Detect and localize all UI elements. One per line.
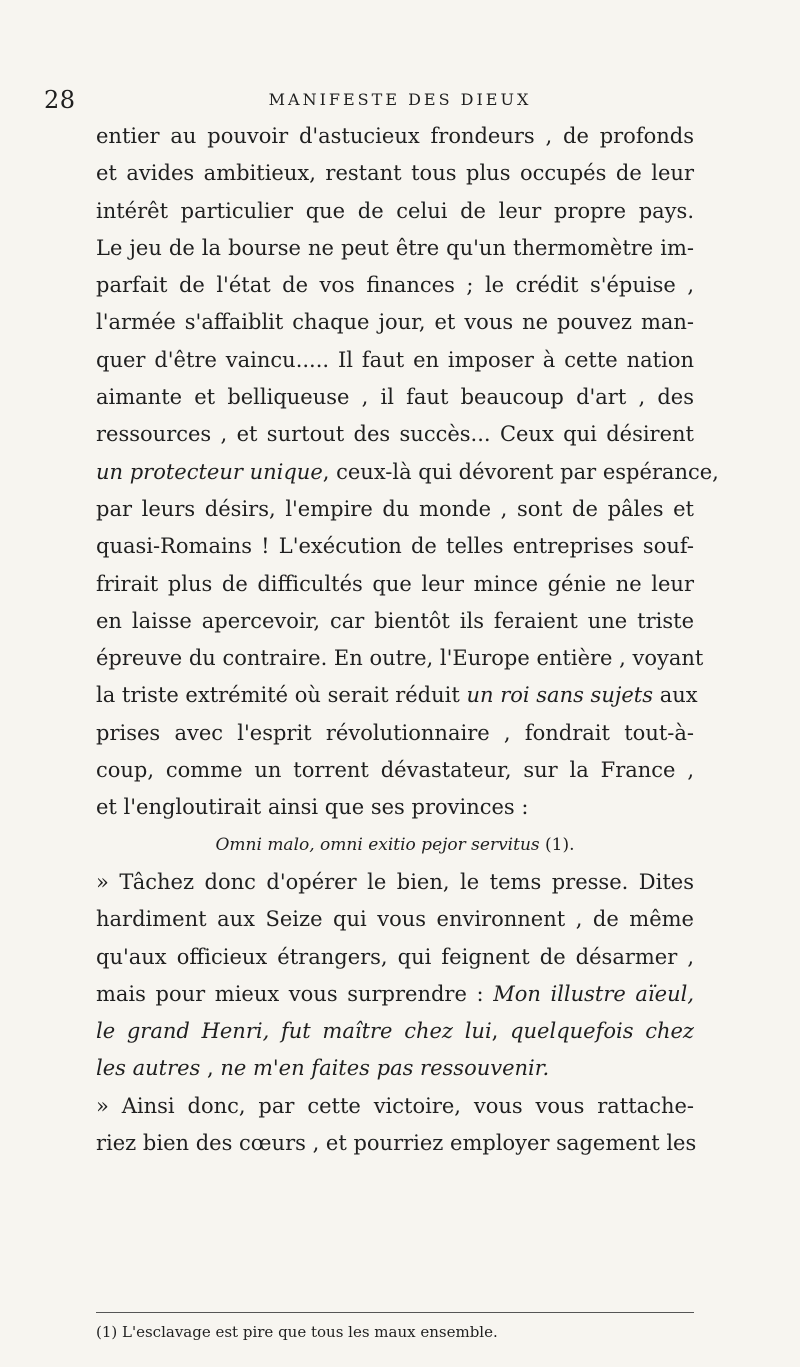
text-line: en laisse apercevoir, car bientôt ils feraient une triste xyxy=(96,608,694,633)
text-line: l'armée s'affaiblit chaque jour, et vous ne pouvez man- xyxy=(96,310,694,335)
text-line: » Ainsi donc, par cette victoire, vous vous rattache- xyxy=(96,1093,694,1118)
italic-phrase: ne m'en faites pas ressouvenir. xyxy=(220,1056,550,1081)
italic-phrase: les autres xyxy=(96,1056,201,1081)
text-line: prises avec l'esprit révolutionnaire , fondrait tout-à- xyxy=(96,720,694,745)
italic-phrase: un protecteur unique xyxy=(96,459,323,484)
body-text xyxy=(96,118,719,1162)
italic-phrase: Mon illustre aïeul, xyxy=(493,981,694,1006)
page-number: 28 xyxy=(44,86,76,114)
text-line xyxy=(96,976,694,1013)
quote-text: Omni malo, omni exitio pejor servitus xyxy=(215,834,540,855)
text-span: , xyxy=(200,1056,221,1081)
text-line: par leurs désirs, l'empire du monde , sont de pâles et xyxy=(96,496,694,521)
text-line xyxy=(96,1050,694,1087)
text-line: intérêt particulier que de celui de leur propre pays. xyxy=(96,198,694,223)
text-span: la triste extrémité où serait réduit xyxy=(96,683,467,708)
text-span: , ceux-là qui dévorent par espérance, xyxy=(322,459,719,484)
text-line: qu'aux officieux étrangers, qui feignent de désarmer , xyxy=(96,944,694,969)
text-line: et l'engloutirait ainsi que ses provinces : xyxy=(96,795,529,820)
footnote-ref: (1). xyxy=(545,834,575,855)
text-line: parfait de l'état de vos finances ; le crédit s'épuise , xyxy=(96,273,694,298)
footnote-divider xyxy=(96,1312,694,1313)
text-line: et avides ambitieux, restant tous plus occupés de leur xyxy=(96,161,694,186)
italic-phrase: un roi sans sujets xyxy=(466,683,654,708)
text-line: quasi-Romains ! L'exécution de telles entreprises souf- xyxy=(96,534,694,559)
italic-phrase: quelquefois chez xyxy=(510,1019,694,1044)
text-line: ressources , et surtout des succès... Ceux qui désirent xyxy=(96,422,694,447)
text-span: mais pour mieux vous surprendre : xyxy=(96,981,494,1006)
text-line: aimante et belliqueuse , il faut beaucoup d'art , des xyxy=(96,385,694,410)
text-line: entier au pouvoir d'astucieux frondeurs , de profonds xyxy=(96,124,694,148)
text-line: coup, comme un torrent dévastateur, sur la France , xyxy=(96,758,694,783)
text-line: épreuve du contraire. En outre, l'Europe entière , voyant xyxy=(96,646,704,671)
text-span: , xyxy=(491,1019,511,1044)
text-span: aux xyxy=(653,683,698,708)
text-line: hardiment aux Seize qui vous environnent , de même xyxy=(96,907,694,932)
text-line xyxy=(96,677,698,714)
text-line xyxy=(96,454,719,491)
text-line xyxy=(96,1013,694,1050)
running-head: MANIFESTE DES DIEUX xyxy=(268,90,532,109)
text-line: frirait plus de difficultés que leur mince génie ne leur xyxy=(96,571,694,596)
footnote: (1) L'esclavage est pire que tous les maux ensemble. xyxy=(96,1323,498,1341)
text-line: riez bien des cœurs , et pourriez employer sagement les xyxy=(96,1131,697,1156)
text-line: Le jeu de la bourse ne peut être qu'un thermomètre im- xyxy=(96,235,694,260)
text-line: » Tâchez donc d'opérer le bien, le tems presse. Dites xyxy=(96,869,694,894)
italic-phrase: le grand Henri, fut maître chez lui xyxy=(96,1019,492,1044)
text-line: quer d'être vaincu..... Il faut en imposer à cette nation xyxy=(96,347,694,372)
latin-quote xyxy=(96,827,694,864)
